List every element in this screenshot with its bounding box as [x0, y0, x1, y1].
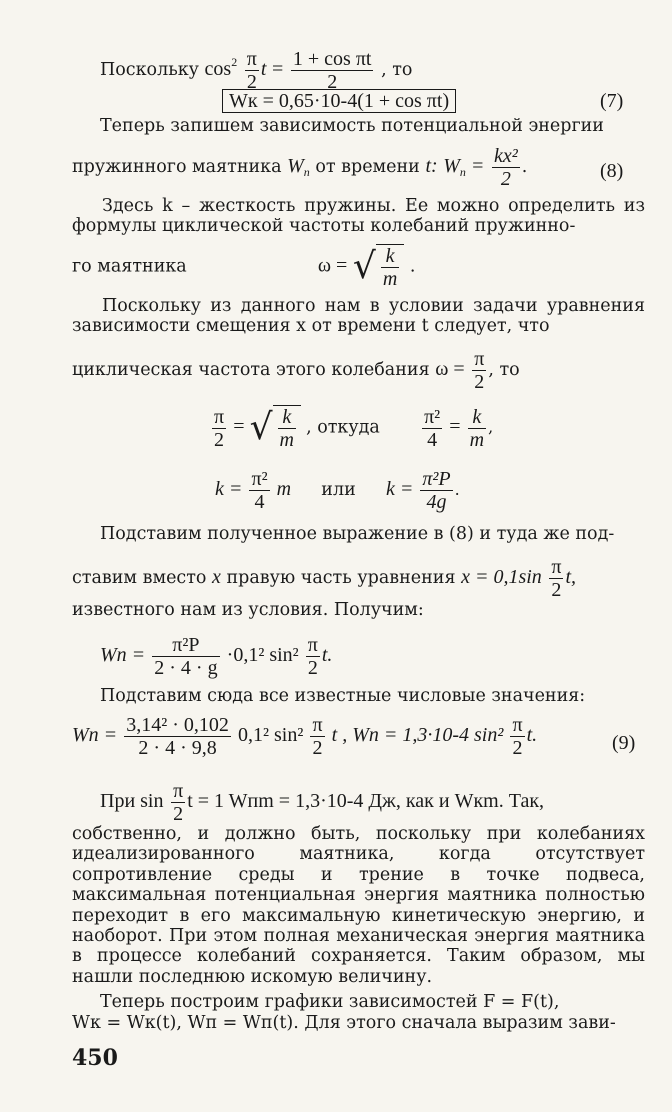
- line-14: Wп = $\frac{\text{3,14² · 0,102}}{2 \cdot 4 \cdot 9,8}$ 0,1² sin² $\frac{\pi}{2}$ t , Wп = 1,3·10-4 sin² $\frac{\pi}{2}$ t.: [72, 714, 538, 759]
- boxed-formula: Wк = 0,65·10-4(1 + cos πt): [222, 89, 456, 113]
- line-9: Подставим полученное выражение в (8) и туда же под-: [100, 524, 615, 544]
- fraction: $\frac{\text{1 + cos πt}}{2}$: [292, 48, 372, 93]
- paragraph-2: Поскольку из данного нам в условии задачи уравнения зависимости смещения x от времени t следует, что: [72, 296, 645, 337]
- line-7: $\frac{\pi}{2}$ = √ $\frac{k}{m}$ , откуда $\frac{\text{π²}}{4}$ = $\frac{k}{m}$ ,: [214, 405, 494, 451]
- line-3: Теперь запишем зависимость потенциальной энергии: [100, 116, 604, 136]
- eq-number-7: (7): [600, 90, 624, 112]
- eq-number-8: (8): [600, 160, 624, 182]
- line-11: известного нам из условия. Получим:: [72, 600, 424, 620]
- line-6: циклическая частота этого колебания ω = $\frac{\pi}{2}$ , то: [72, 348, 520, 393]
- line-4: пружинного маятника $W_п$ от времени t: $W_п$ = $\frac{\text{kx²}}{2}$ .: [72, 145, 528, 190]
- text: Поскольку: [100, 60, 199, 80]
- line-12: Wп = $\frac{\text{π²P}}{2 \cdot 4 \cdot g}$ ·0,1² sin² $\frac{\pi}{2}$ t.: [100, 634, 333, 679]
- line-16: Теперь построим графики зависимостей F = F(t),: [100, 992, 560, 1012]
- line-8: k = $\frac{\text{π²}}{4}$ m или k = $\frac{\text{π²P}}{4g}$ .: [215, 468, 460, 513]
- eq-number-9: (9): [612, 732, 636, 754]
- line-15: При sin $\frac{\pi}{2}$ t = 1 Wпm = 1,3·10-4 Дж, как и Wкm. Так,: [100, 780, 545, 825]
- paragraph-1: Здесь k – жесткость пружины. Ее можно определить из формулы циклической частоты колебаний пружинно-: [72, 196, 645, 237]
- paragraph-3: собственно, и должно быть, поскольку при колебаниях идеализированного маятника, когда отсутствует сопротивление среды и трение в точке подвеса, максимальная потенциальная энергия маятника полностью переходит в его максимальную кинетическую энергию, и наоборот. При этом полная механическая энергия маятника в процессе колебаний сохраняется. Таким образом, мы нашли последнюю искомую величину.: [72, 824, 645, 987]
- line-5: го маятника ω = √ $\frac{k}{m}$ .: [72, 245, 416, 290]
- line-10: ставим вместо x правую часть уравнения x = 0,1sin $\frac{\pi}{2}$ t,: [72, 556, 577, 601]
- line-17: Wк = Wк(t), Wп = Wп(t). Для этого сначала выразим зави-: [72, 1013, 616, 1033]
- line-1: Поскольку $\cos^2$ $\frac{\pi}{2}$ t = $\frac{\text{1 + cos πt}}{2}$ , то: [100, 48, 413, 93]
- fraction: $\frac{\text{kx²}}{2}$: [493, 145, 518, 190]
- fraction: $\frac{\pi}{2}$: [246, 48, 257, 93]
- page-number: 450: [72, 1045, 118, 1071]
- line-13: Подставим сюда все известные числовые значения:: [100, 686, 586, 706]
